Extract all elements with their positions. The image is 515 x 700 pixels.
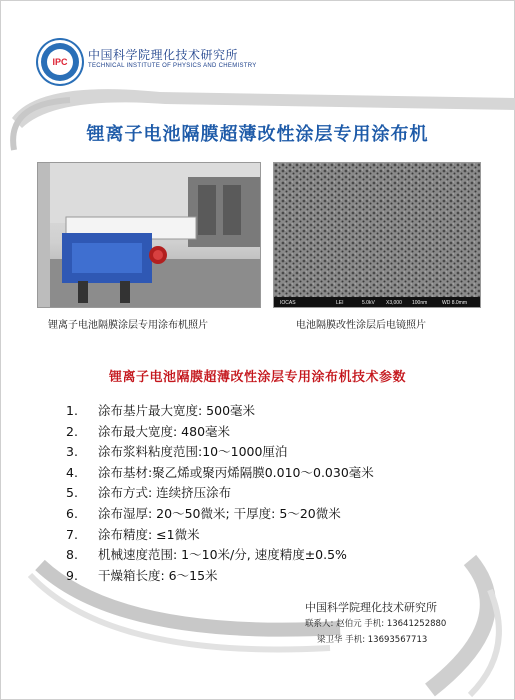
sem-micrograph-photo <box>273 162 481 308</box>
param-number: 8. <box>66 547 78 563</box>
sem-bar-label: WD 8.0mm <box>442 300 467 306</box>
param-text: 涂布方式: 连续挤压涂布 <box>98 485 232 501</box>
param-item <box>66 483 374 504</box>
param-text: 涂布基材:聚乙烯或聚丙烯隔膜0.010～0.030毫米 <box>98 464 374 480</box>
param-number: 3. <box>66 444 78 460</box>
sem-bar-label: LEI <box>336 300 344 306</box>
sem-bar-label: IOCAS <box>280 300 296 306</box>
param-text: 干燥箱长度: 6～15米 <box>98 567 218 583</box>
params-list <box>66 401 374 586</box>
coater-machine-photo <box>37 162 261 308</box>
institute-logo <box>38 40 82 84</box>
param-item <box>66 566 374 587</box>
param-number: 6. <box>66 505 78 521</box>
param-item <box>66 442 374 463</box>
param-item <box>66 463 374 484</box>
param-text: 涂布湿厚: 20～50微米; 干厚度: 5～20微米 <box>98 505 341 521</box>
logo-mark: IPC <box>47 49 73 75</box>
param-text: 涂布精度: ≤1微米 <box>98 526 200 542</box>
param-item <box>66 504 374 525</box>
param-number: 2. <box>66 423 78 439</box>
param-text: 机械速度范围: 1～10米/分, 速度精度±0.5% <box>98 547 347 563</box>
contact-org: 中国科学院理化技术研究所 <box>305 601 437 614</box>
param-number: 1. <box>66 403 78 418</box>
sem-bar-label: X3,000 <box>386 300 402 306</box>
param-item <box>66 422 374 443</box>
page-title: 锂离子电池隔膜超薄改性涂层专用涂布机 <box>86 124 429 145</box>
param-item <box>66 545 374 566</box>
right-photo-caption: 电池隔膜改性涂层后电镜照片 <box>296 320 426 331</box>
param-text: 涂布最大宽度: 480毫米 <box>98 423 231 439</box>
param-item <box>66 525 374 546</box>
org-name-cn: 中国科学院理化技术研究所 <box>88 48 239 62</box>
param-number: 4. <box>66 464 78 480</box>
param-text: 涂布基片最大宽度: 500毫米 <box>98 403 256 418</box>
param-text: 涂布浆料粘度范围:10～1000厘泊 <box>98 444 288 460</box>
param-number: 9. <box>66 567 78 583</box>
param-number: 7. <box>66 526 78 542</box>
sem-bar-label: 100nm <box>412 300 428 306</box>
param-item <box>66 401 374 422</box>
param-number: 5. <box>66 485 78 501</box>
contact-line-2: 梁卫华 手机: 13693567713 <box>317 635 428 645</box>
sem-bar-label: 5.0kV <box>362 300 375 306</box>
contact-line-1: 联系人: 赵伯元 手机: 13641252880 <box>305 619 447 629</box>
params-heading: 锂离子电池隔膜超薄改性涂层专用涂布机技术参数 <box>108 370 406 385</box>
org-name-en: TECHNICAL INSTITUTE OF PHYSICS AND CHEMISTRY <box>88 63 257 69</box>
left-photo-caption: 锂离子电池隔膜涂层专用涂布机照片 <box>48 320 208 331</box>
